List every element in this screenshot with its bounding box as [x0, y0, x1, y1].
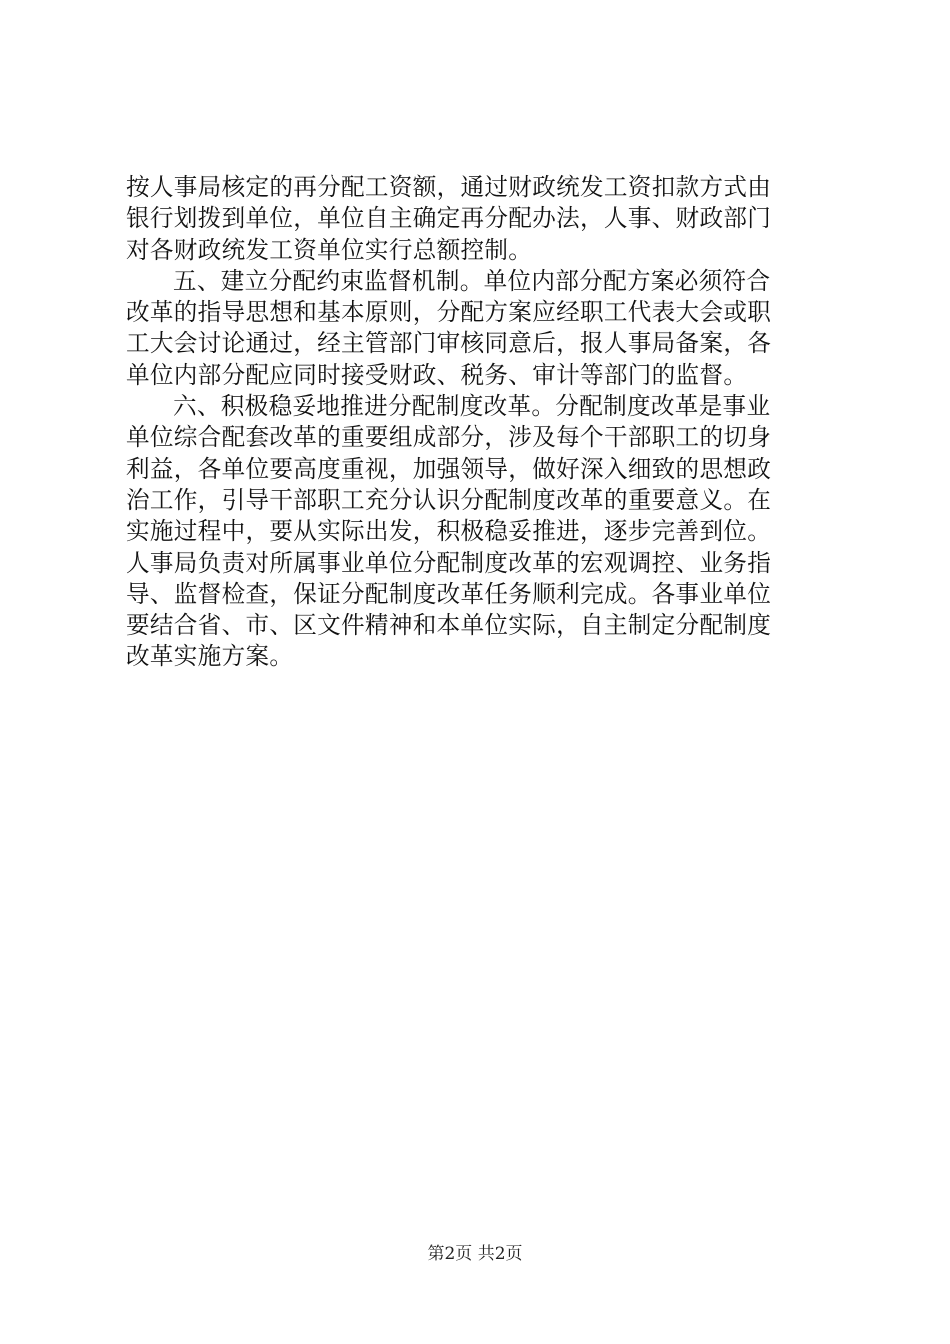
text-line: 改革实施方案。 [126, 642, 294, 671]
text-line: 银行划拨到单位，单位自主确定再分配办法，人事、财政部门 [126, 204, 772, 233]
text-line: 按人事局核定的再分配工资额，通过财政统发工资扣款方式由 [126, 173, 772, 201]
text-line: 要结合省、市、区文件精神和本单位实际，自主制定分配制度 [126, 611, 772, 640]
text-line: 治工作，引导干部职工充分认识分配制度改革的重要意义。在 [126, 485, 772, 514]
text-line: 改革的指导思想和基本原则，分配方案应经职工代表大会或职 [126, 298, 772, 327]
document-body [126, 172, 834, 673]
text-line: 实施过程中，要从实际出发，积极稳妥推进，逐步完善到位。 [126, 517, 772, 546]
text-line: 对各财政统发工资单位实行总额控制。 [126, 235, 533, 264]
text-line: 单位内部分配应同时接受财政、税务、审计等部门的监督。 [126, 360, 748, 389]
paragraph-six-start: 六、积极稳妥地推进分配制度改革。分配制度改革是事业 [173, 392, 771, 421]
text-line: 导、监督检查，保证分配制度改革任务顺利完成。各事业单位 [126, 579, 772, 608]
page-number-footer: 第2页 共2页 [427, 1244, 523, 1264]
text-line: 人事局负责对所属事业单位分配制度改革的宏观调控、业务指 [126, 548, 772, 577]
paragraph-five-start: 五、建立分配约束监督机制。单位内部分配方案必须符合 [173, 266, 771, 295]
text-line: 利益，各单位要高度重视，加强领导，做好深入细致的思想政 [126, 454, 772, 483]
text-line: 单位综合配套改革的重要组成部分，涉及每个干部职工的切身 [126, 423, 772, 452]
text-line: 工大会讨论通过，经主管部门审核同意后，报人事局备案，各 [126, 329, 772, 358]
